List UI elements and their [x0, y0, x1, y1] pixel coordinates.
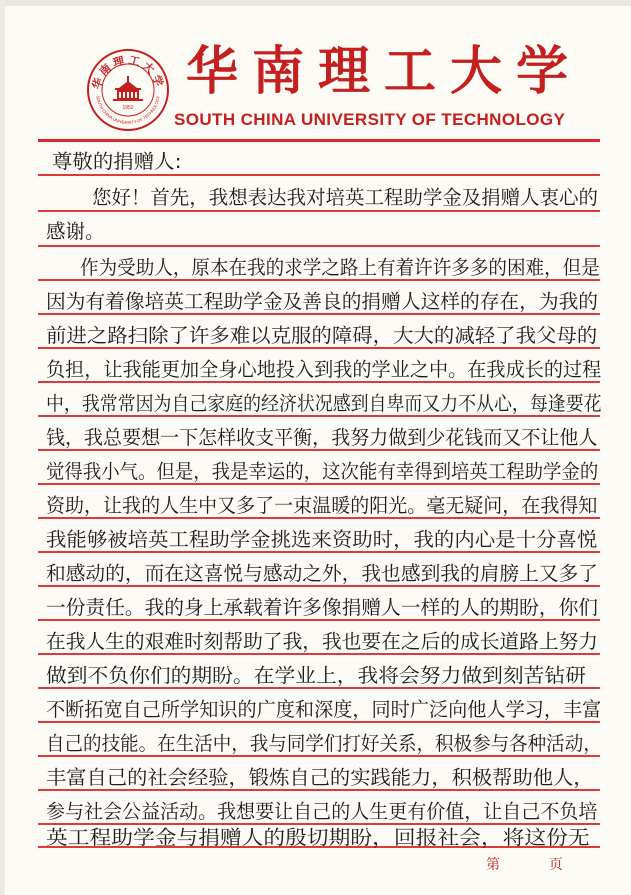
letter-line: 在我人生的艰难时刻帮助了我，我也要在之后的成长道路上努力: [46, 630, 599, 653]
letter-line: 丰富自己的社会经验，锻炼自己的实践能力，积极帮助他人，: [46, 766, 594, 789]
letter-line: 我能够被培英工程助学金挑选来资助时，我的内心是十分喜悦: [46, 528, 598, 551]
university-name-english: SOUTH CHINA UNIVERSITY OF TECHNOLOGY: [174, 110, 566, 129]
letter-line: 做到不负你们的期盼。在学业上，我将会努力做到刻苦钻研: [46, 664, 586, 687]
letter-line: 感谢。: [46, 220, 105, 243]
letter-line: 尊敬的捐赠人:: [52, 150, 182, 173]
letter-line: 中，我常常因为自己家庭的经济状况感到自卑而又力不从心，每逢要花: [46, 392, 602, 415]
letter-line: 钱，我总要想一下怎样收支平衡，我努力做到少花钱而又不让他人: [46, 426, 598, 449]
letter-line: 参与社会公益活动。我想要让自己的人生更有价值，让自己不负培: [46, 800, 598, 823]
letter-line: 前进之路扫除了许多难以克服的障碍，大大的减轻了我父母的: [46, 324, 598, 347]
letter-line: 一份责任。我的身上承载着许多像捐赠人一样的人的期盼，你们: [46, 596, 599, 619]
page-number-label: [486, 854, 586, 874]
letter-line: 因为有着像培英工程助学金及善良的捐赠人这样的存在，为我的: [46, 290, 599, 313]
letter-line: 觉得我小气。但是，我是幸运的，这次能有幸得到培英工程助学金的: [46, 460, 599, 483]
letter-line: 资助，让我的人生中又多了一束温暖的阳光。毫无疑问，在我得知: [46, 494, 598, 517]
svg-text:1952: 1952: [122, 105, 134, 111]
page-label-right: 页: [548, 857, 563, 873]
page-label-left: 第: [486, 857, 500, 873]
letter-line: 和感动的，而在这喜悦与感动之外，我也感到我的肩膀上又多了: [46, 562, 599, 585]
letter-line: 英工程助学金与捐赠人的殷切期盼，回报社会，将这份无: [46, 826, 590, 849]
svg-text:SOUTH CHINA UNIVERSITY OF TECH: SOUTH CHINA UNIVERSITY OF TECHNOLOGY: [95, 95, 161, 126]
letter-line: 自己的技能。在生活中，我与同学们打好关系，积极参与各种活动，: [46, 732, 602, 755]
university-name-chinese: 华南理工大学: [186, 41, 583, 102]
letter-line: 负担，让我能更加全身心地投入到我的学业之中。在我成长的过程: [46, 358, 602, 381]
letter-line: 您好！首先，我想表达我对培英工程助学金及捐赠人衷心的: [92, 186, 599, 209]
letter-line: 不断拓宽自己所学知识的广度和深度，同时广泛向他人学习，丰富: [46, 698, 602, 721]
svg-text:华南理工大学: 华南理工大学: [89, 53, 167, 91]
letter-line: 作为受助人，原本在我的求学之路上有着许许多多的困难，但是: [80, 256, 600, 279]
